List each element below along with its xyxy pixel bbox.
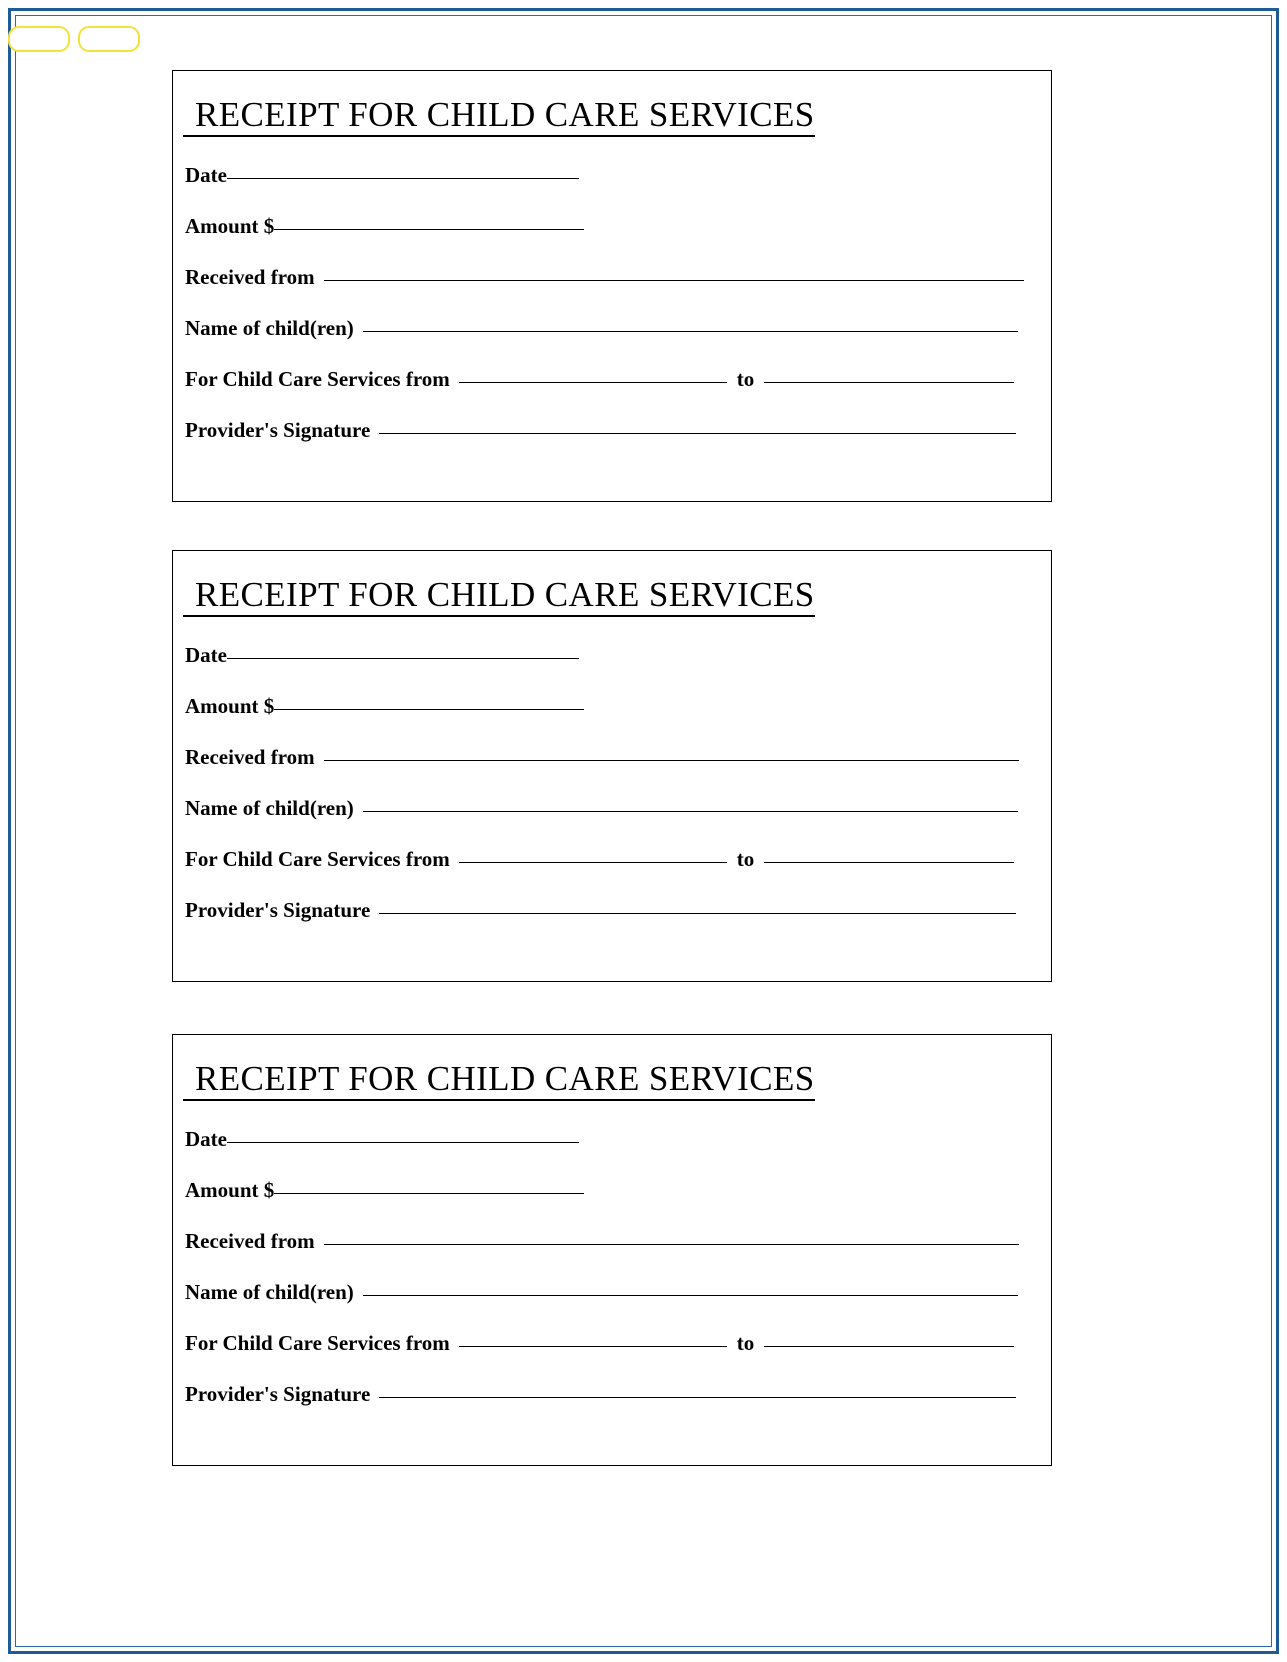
field-input-services-to[interactable]	[764, 1346, 1014, 1347]
field-input-received-from-2[interactable]	[814, 760, 1019, 761]
receipt-title: RECEIPT FOR CHILD CARE SERVICES	[183, 1059, 815, 1101]
field-date	[185, 163, 1033, 188]
field-label-services-from: For Child Care Services from	[185, 847, 450, 872]
highlight-marker-row	[8, 26, 140, 52]
field-date	[185, 1127, 1033, 1152]
field-label-received-from: Received from	[185, 265, 315, 290]
field-services-period	[185, 1331, 1033, 1356]
receipt-fields	[173, 163, 1051, 443]
field-label-provider-signature: Provider's Signature	[185, 1382, 371, 1407]
field-input-services-from[interactable]	[459, 862, 727, 863]
receipt-title-wrap	[173, 89, 1051, 137]
field-amount	[185, 214, 1033, 239]
field-label-name-of-children: Name of child(ren)	[185, 796, 354, 821]
field-label-provider-signature: Provider's Signature	[185, 418, 371, 443]
field-received-from	[185, 265, 1033, 290]
field-input-name-of-children[interactable]	[363, 811, 1018, 812]
receipt-title: RECEIPT FOR CHILD CARE SERVICES	[183, 95, 815, 137]
field-label-amount: Amount $	[185, 214, 275, 239]
field-input-provider-signature[interactable]	[379, 913, 1016, 914]
receipt-list	[172, 70, 1052, 1466]
field-input-date[interactable]	[227, 1142, 579, 1143]
field-name-of-children	[185, 796, 1033, 821]
field-label-to: to	[736, 847, 755, 872]
field-label-amount: Amount $	[185, 1178, 275, 1203]
field-input-amount[interactable]	[274, 709, 584, 710]
field-provider-signature	[185, 898, 1033, 923]
receipt-title-wrap	[173, 569, 1051, 617]
field-date	[185, 643, 1033, 668]
receipt-title-wrap	[173, 1053, 1051, 1101]
field-label-date: Date	[185, 1127, 227, 1152]
field-input-amount[interactable]	[274, 1193, 584, 1194]
receipt-card	[172, 1034, 1052, 1466]
highlight-tab-1-icon	[8, 26, 70, 52]
field-input-provider-signature[interactable]	[379, 1397, 1016, 1398]
field-input-received-from[interactable]	[324, 760, 814, 761]
field-label-date: Date	[185, 643, 227, 668]
field-received-from	[185, 745, 1033, 770]
field-input-services-from[interactable]	[459, 1346, 727, 1347]
field-input-date[interactable]	[227, 658, 579, 659]
receipt-fields	[173, 643, 1051, 923]
field-input-services-from[interactable]	[459, 382, 727, 383]
field-input-name-of-children[interactable]	[363, 331, 1018, 332]
field-received-from	[185, 1229, 1033, 1254]
receipt-fields	[173, 1127, 1051, 1407]
field-input-received-from[interactable]	[324, 280, 1024, 281]
field-label-received-from: Received from	[185, 1229, 315, 1254]
field-name-of-children	[185, 1280, 1033, 1305]
field-provider-signature	[185, 418, 1033, 443]
field-input-name-of-children[interactable]	[363, 1295, 1018, 1296]
field-label-services-from: For Child Care Services from	[185, 367, 450, 392]
field-input-provider-signature[interactable]	[379, 433, 1016, 434]
field-label-to: to	[736, 367, 755, 392]
receipt-title: RECEIPT FOR CHILD CARE SERVICES	[183, 575, 815, 617]
field-amount	[185, 1178, 1033, 1203]
field-label-name-of-children: Name of child(ren)	[185, 1280, 354, 1305]
field-label-services-from: For Child Care Services from	[185, 1331, 450, 1356]
field-label-to: to	[736, 1331, 755, 1356]
field-provider-signature	[185, 1382, 1033, 1407]
field-label-provider-signature: Provider's Signature	[185, 898, 371, 923]
receipt-card	[172, 550, 1052, 982]
field-input-services-to[interactable]	[764, 862, 1014, 863]
field-input-received-from[interactable]	[324, 1244, 814, 1245]
field-input-received-from-2[interactable]	[814, 1244, 1019, 1245]
field-label-amount: Amount $	[185, 694, 275, 719]
field-input-services-to[interactable]	[764, 382, 1014, 383]
field-input-date[interactable]	[227, 178, 579, 179]
highlight-tab-2-icon	[78, 26, 140, 52]
receipt-card	[172, 70, 1052, 502]
field-services-period	[185, 367, 1033, 392]
field-amount	[185, 694, 1033, 719]
field-label-received-from: Received from	[185, 745, 315, 770]
field-label-date: Date	[185, 163, 227, 188]
field-label-name-of-children: Name of child(ren)	[185, 316, 354, 341]
field-services-period	[185, 847, 1033, 872]
field-name-of-children	[185, 316, 1033, 341]
field-input-amount[interactable]	[274, 229, 584, 230]
